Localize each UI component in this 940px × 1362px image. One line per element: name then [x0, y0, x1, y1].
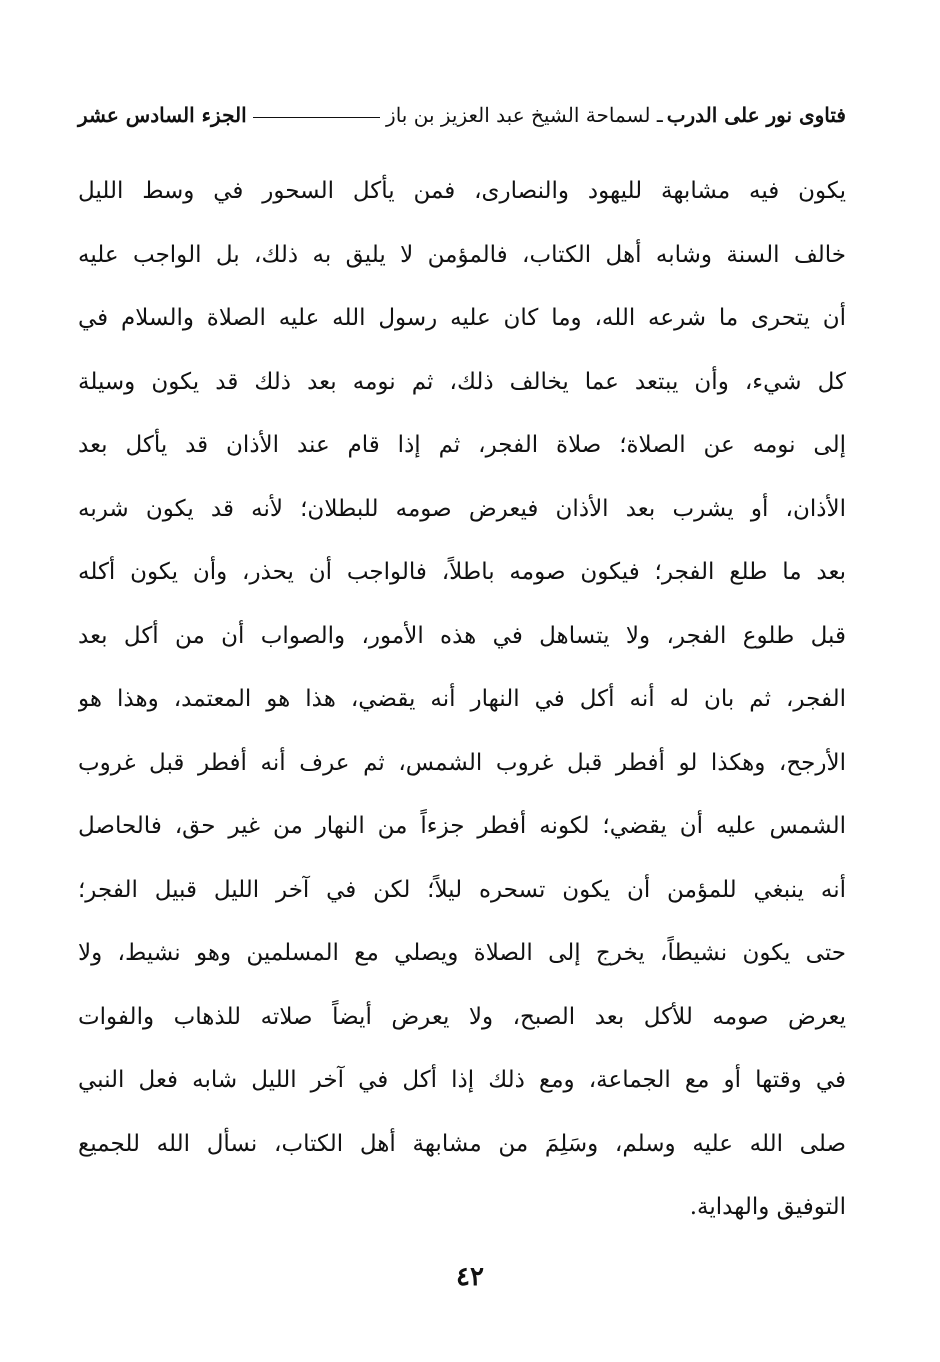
page-number: ٤٢ — [456, 1262, 484, 1292]
text-line: إلى نومه عن الصلاة؛ صلاة الفجر، ثم إذا قام عند الأذان قد يأكل بعد — [78, 432, 846, 458]
text-line: الشمس عليه أن يقضي؛ لكونه أفطر جزءاً من النهار من غير حق، فالحاصل — [78, 813, 846, 839]
text-line: يكون فيه مشابهة لليهود والنصارى، فمن يأكل السحور في وسط الليل — [78, 178, 846, 204]
text-line: أن يتحرى ما شرعه الله، وما كان عليه رسول الله عليه الصلاة والسلام في — [78, 305, 846, 331]
text-line: خالف السنة وشابه أهل الكتاب، فالمؤمن لا يليق به ذلك، بل الواجب عليه — [78, 241, 846, 268]
text-line: صلى الله عليه وسلم، وسَلِمَ من مشابهة أهل الكتاب، نسأل الله للجميع — [78, 1130, 846, 1157]
text-line: الفجر، ثم بان له أنه أكل في النهار أنه يقضي، هذا هو المعتمد، وهذا هو — [78, 686, 846, 712]
body-text — [78, 160, 846, 1240]
text-line: الأذان، أو يشرب بعد الأذان فيعرض صومه للبطلان؛ لأنه قد يكون شربه — [78, 495, 846, 522]
text-line: أنه ينبغي للمؤمن أن يكون تسحره ليلاً؛ لكن في آخر الليل قبيل الفجر؛ — [78, 876, 846, 903]
text-line: بعد ما طلع الفجر؛ فيكون صومه باطلاً، فالواجب أن يحذر، وأن يكون أكله — [78, 559, 846, 585]
text-line: في وقتها أو مع الجماعة، ومع ذلك إذا أكل في آخر الليل شابه فعل النبي — [78, 1067, 846, 1093]
author-name: ـ لسماحة الشيخ عبد العزيز بن باز — [386, 103, 663, 127]
text-line: يعرض صومه للأكل بعد الصبح، ولا يعرض أيضاً صلاته للذهاب والفوات — [78, 1003, 846, 1030]
part-title: الجزء السادس عشر — [78, 103, 247, 127]
running-header — [78, 98, 846, 132]
text-line: قبل طلوع الفجر، ولا يتساهل في هذه الأمور، والصواب أن من أكل بعد — [78, 622, 846, 649]
book-title: فتاوى نور على الدرب — [666, 103, 846, 127]
text-line-last: التوفيق والهداية. — [689, 1194, 846, 1220]
text-line: كل شيء، وأن يبتعد عما يخالف ذلك، ثم نومه بعد ذلك قد يكون وسيلة — [78, 368, 846, 395]
text-line: الأرجح، وهكذا لو أفطر قبل غروب الشمس، ثم عرف أنه أفطر قبل غروب — [78, 749, 846, 776]
header-rule — [253, 117, 380, 118]
text-line: حتى يكون نشيطاً، يخرج إلى الصلاة ويصلي مع المسلمين وهو نشيط، ولا — [78, 940, 846, 966]
